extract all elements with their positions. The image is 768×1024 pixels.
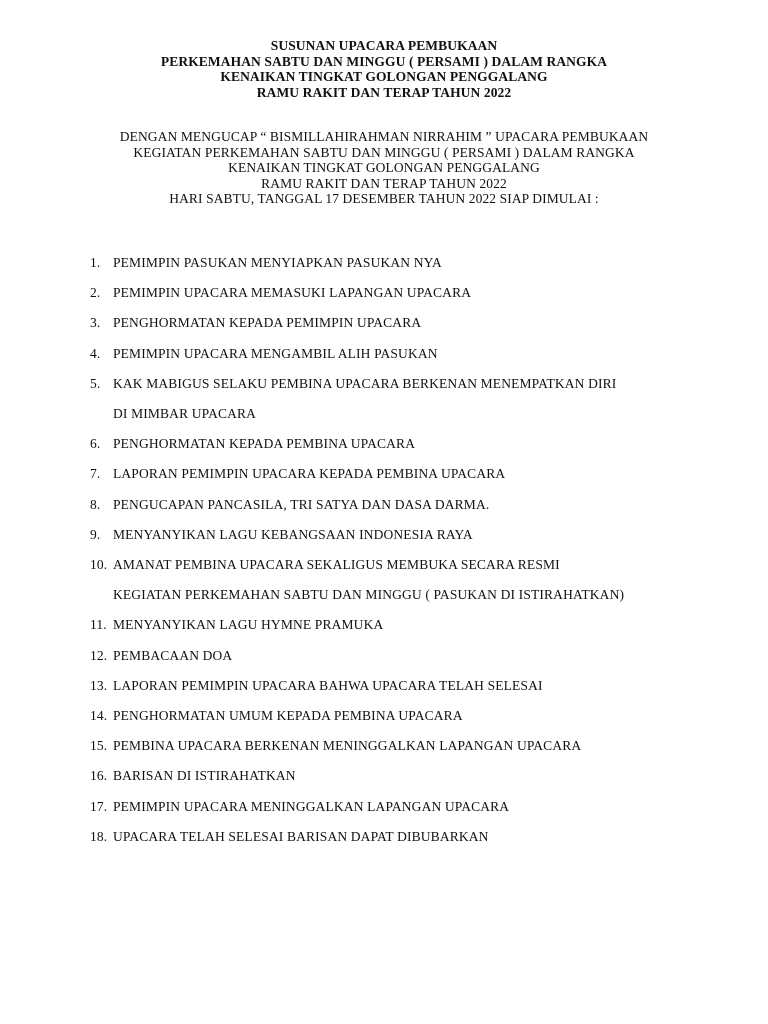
step-text: DI MIMBAR UPACARA [113, 406, 257, 422]
ceremony-step [90, 278, 750, 308]
ceremony-step [90, 308, 750, 338]
ceremony-step [90, 731, 750, 761]
ceremony-step [90, 761, 750, 791]
ceremony-step [90, 701, 750, 731]
opening-paragraph [0, 129, 768, 207]
step-number: 9. [90, 526, 101, 542]
step-text: KEGIATAN PERKEMAHAN SABTU DAN MINGGU ( PASUKAN DI ISTIRAHATKAN) [113, 587, 625, 603]
ceremony-step [90, 550, 750, 610]
step-number: 11. [90, 617, 107, 633]
title-line: RAMU RAKIT DAN TERAP TAHUN 2022 [256, 84, 512, 100]
step-number: 15. [90, 738, 108, 754]
ceremony-step [90, 671, 750, 701]
step-text: LAPORAN PEMIMPIN UPACARA KEPADA PEMBINA UPACARA [113, 466, 506, 482]
intro-line: KEGIATAN PERKEMAHAN SABTU DAN MINGGU ( PERSAMI ) DALAM RANGKA [133, 144, 635, 160]
step-number: 14. [90, 708, 108, 724]
title-line: PERKEMAHAN SABTU DAN MINGGU ( PERSAMI ) DALAM RANGKA [160, 53, 608, 69]
step-text: PEMIMPIN UPACARA MENGAMBIL ALIH PASUKAN [113, 345, 438, 361]
title-line: SUSUNAN UPACARA PEMBUKAAN [270, 38, 498, 53]
step-text: PENGHORMATAN KEPADA PEMIMPIN UPACARA [113, 315, 422, 331]
ceremony-step [90, 459, 750, 489]
step-text: PEMBACAAN DOA [113, 647, 233, 663]
ceremony-step [90, 369, 750, 429]
ceremony-step [90, 641, 750, 671]
step-number: 12. [90, 647, 108, 663]
step-number: 1. [90, 255, 101, 270]
ceremony-step [90, 822, 750, 852]
step-text: MENYANYIKAN LAGU HYMNE PRAMUKA [113, 617, 384, 633]
step-text: AMANAT PEMBINA UPACARA SEKALIGUS MEMBUKA SECARA RESMI [113, 557, 560, 573]
step-text: KAK MABIGUS SELAKU PEMBINA UPACARA BERKENAN MENEMPATKAN DIRI [113, 375, 617, 391]
intro-line: KENAIKAN TINGKAT GOLONGAN PENGGALANG [228, 160, 540, 175]
ceremony-steps-list [90, 248, 750, 852]
ceremony-step [90, 792, 750, 822]
step-number: 5. [90, 375, 101, 391]
step-text: MENYANYIKAN LAGU KEBANGSAAN INDONESIA RAYA [113, 526, 473, 542]
ceremony-step [90, 248, 750, 278]
document-title [0, 38, 768, 100]
ceremony-step [90, 520, 750, 550]
intro-line: RAMU RAKIT DAN TERAP TAHUN 2022 [261, 175, 507, 191]
step-text: PENGHORMATAN KEPADA PEMBINA UPACARA [113, 436, 416, 452]
step-number: 18. [90, 828, 108, 844]
step-number: 6. [90, 436, 101, 452]
step-text: PENGHORMATAN UMUM KEPADA PEMBINA UPACARA [113, 708, 463, 724]
step-number: 3. [90, 315, 101, 331]
step-number: 7. [90, 466, 101, 482]
step-text: PEMBINA UPACARA BERKENAN MENINGGALKAN LAPANGAN UPACARA [113, 738, 582, 754]
step-text: PEMIMPIN UPACARA MENINGGALKAN LAPANGAN UPACARA [113, 798, 510, 814]
ceremony-step [90, 610, 750, 640]
step-number: 16. [90, 768, 108, 784]
step-text: UPACARA TELAH SELESAI BARISAN DAPAT DIBUBARKAN [113, 828, 489, 844]
step-text: BARISAN DI ISTIRAHATKAN [113, 768, 296, 784]
step-number: 8. [90, 496, 101, 512]
step-text: PEMIMPIN UPACARA MEMASUKI LAPANGAN UPACARA [113, 285, 472, 301]
step-text: PENGUCAPAN PANCASILA, TRI SATYA DAN DASA DARMA. [113, 496, 490, 512]
step-number: 4. [90, 345, 101, 361]
intro-line: HARI SABTU, TANGGAL 17 DESEMBER TAHUN 2022 SIAP DIMULAI : [169, 191, 599, 206]
step-number: 2. [90, 285, 101, 301]
ceremony-step [90, 490, 750, 520]
intro-line: DENGAN MENGUCAP “ BISMILLAHIRAHMAN NIRRAHIM ” UPACARA PEMBUKAAN [119, 129, 649, 144]
title-line: KENAIKAN TINGKAT GOLONGAN PENGGALANG [220, 69, 548, 84]
step-number: 17. [90, 798, 108, 814]
ceremony-step [90, 339, 750, 369]
step-number: 10. [90, 557, 108, 573]
step-text: PEMIMPIN PASUKAN MENYIAPKAN PASUKAN NYA [113, 255, 442, 270]
step-number: 13. [90, 677, 108, 693]
ceremony-step [90, 429, 750, 459]
step-text: LAPORAN PEMIMPIN UPACARA BAHWA UPACARA TELAH SELESAI [113, 677, 543, 693]
